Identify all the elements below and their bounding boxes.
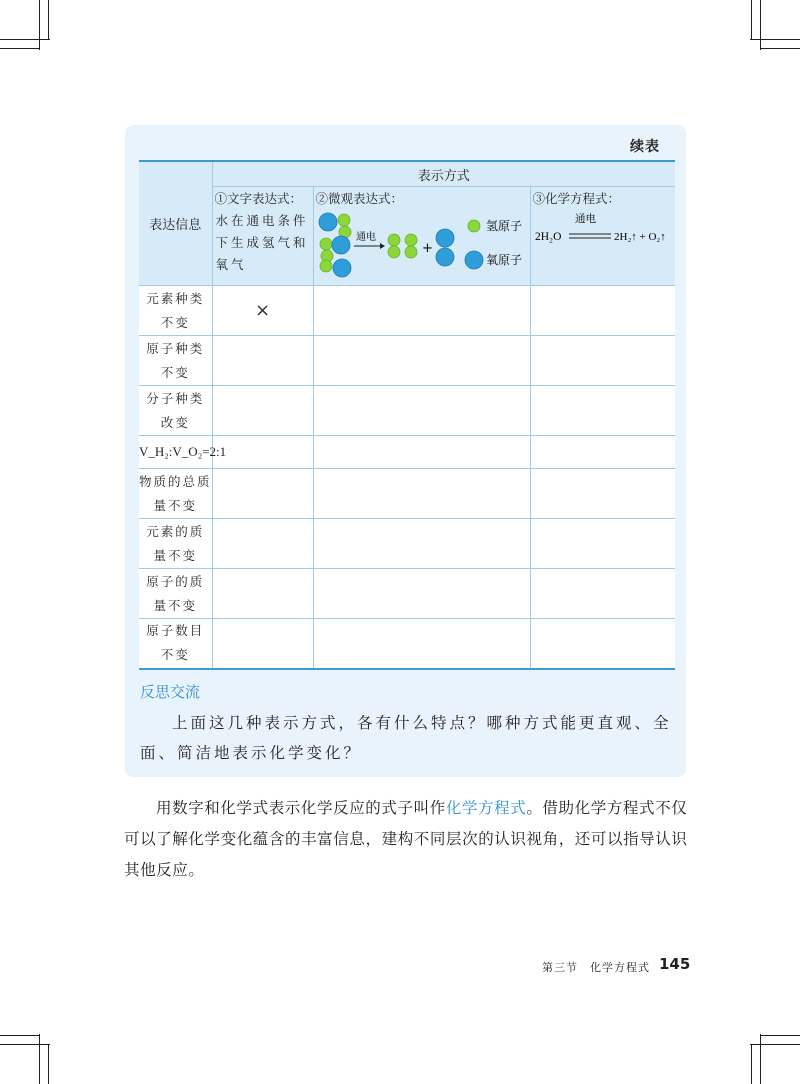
body-paragraph xyxy=(124,793,690,886)
row-label: V_H₂:V_O₂=2:1 xyxy=(139,436,212,469)
micro-cell xyxy=(313,619,530,669)
micro-cell xyxy=(313,469,530,519)
micro-diagram xyxy=(314,210,529,284)
keyword-chemical-equation: 化学方程式 xyxy=(445,799,527,817)
word-cell xyxy=(212,436,313,469)
oxygen-atom-legend: 氧原子 xyxy=(485,253,522,267)
representation-table xyxy=(139,160,675,670)
equation-cell xyxy=(530,286,675,336)
equation-cell xyxy=(530,469,675,519)
row-label: 原子种类 不变 xyxy=(139,336,212,386)
micro-cell xyxy=(313,436,530,469)
water-molecule-icon xyxy=(319,213,351,238)
equation-cell xyxy=(530,519,675,569)
equation-cell xyxy=(530,619,675,669)
hydrogen-atom-legend-icon xyxy=(468,220,480,232)
micro-cell xyxy=(313,336,530,386)
row-label: 原子数目 不变 xyxy=(139,619,212,669)
word-cell xyxy=(212,619,313,669)
reflection-title: 反思交流 xyxy=(140,683,201,701)
word-cell xyxy=(212,569,313,619)
word-cell: × xyxy=(212,286,313,336)
paragraph-text-after: 。借助化学方程式不仅可以了解化学变化蕴含的丰富信息，建构不同层次的认识视角，还可以指导认识其他反应。 xyxy=(124,799,688,879)
equation-cell xyxy=(530,336,675,386)
arrow-head-icon xyxy=(380,243,385,249)
reaction-condition: 通电 xyxy=(355,232,376,243)
paragraph-text-before: 用数字和化学式表示化学反应的式子叫作 xyxy=(156,799,446,817)
oxygen-molecule-icon xyxy=(436,229,454,266)
method-header: 表示方式 xyxy=(212,161,675,187)
micro-cell xyxy=(313,286,530,336)
oxygen-atom-legend-icon xyxy=(465,251,483,269)
equation-cell xyxy=(530,569,675,619)
equation-condition: 通电 xyxy=(574,213,596,225)
hydrogen-molecule-icon xyxy=(388,234,400,258)
micro-expression-cell xyxy=(313,187,530,286)
word-cell xyxy=(212,336,313,386)
word-expression-label: ①文字表达式： xyxy=(214,191,303,206)
row-label: 物质的总质 量不变 xyxy=(139,469,212,519)
reflection-text: 上面这几种表示方式，各有什么特点？哪种方式能更直观、全面、简洁地表示化学变化？ xyxy=(140,714,672,762)
plus-sign: + xyxy=(421,241,433,256)
water-molecule-icon xyxy=(320,236,350,262)
chemical-equation xyxy=(531,210,674,260)
info-header: 表达信息 xyxy=(139,161,212,286)
word-cell xyxy=(212,469,313,519)
micro-expression-label: ②微观表达式： xyxy=(315,191,404,206)
word-expression-cell xyxy=(212,187,313,286)
hydrogen-atom-legend: 氢原子 xyxy=(485,219,522,233)
micro-cell xyxy=(313,569,530,619)
row-label: 原子的质 量不变 xyxy=(139,569,212,619)
continued-label: 续表 xyxy=(630,139,660,155)
equation-products: 2H₂↑ + O₂↑ xyxy=(613,231,666,243)
word-expression-text: 水在通电条件下生成氢气和氧气 xyxy=(215,213,309,272)
chemical-equation-label: ③化学方程式： xyxy=(532,191,621,206)
row-label: 元素的质 量不变 xyxy=(139,519,212,569)
equation-cell xyxy=(530,386,675,436)
hydrogen-molecule-icon xyxy=(405,234,417,258)
micro-cell xyxy=(313,519,530,569)
equation-cell xyxy=(530,436,675,469)
footer-section-title: 第三节 化学方程式 xyxy=(542,961,650,974)
row-label: 分子种类 改变 xyxy=(139,386,212,436)
word-cell xyxy=(212,519,313,569)
water-molecule-icon xyxy=(320,259,351,277)
page-number: 145 xyxy=(659,955,691,973)
word-cell xyxy=(212,386,313,436)
equation-reactant: 2H₂O xyxy=(534,231,561,243)
micro-cell xyxy=(313,386,530,436)
chemical-equation-cell xyxy=(530,187,675,286)
row-label: 元素种类 不变 xyxy=(139,286,212,336)
